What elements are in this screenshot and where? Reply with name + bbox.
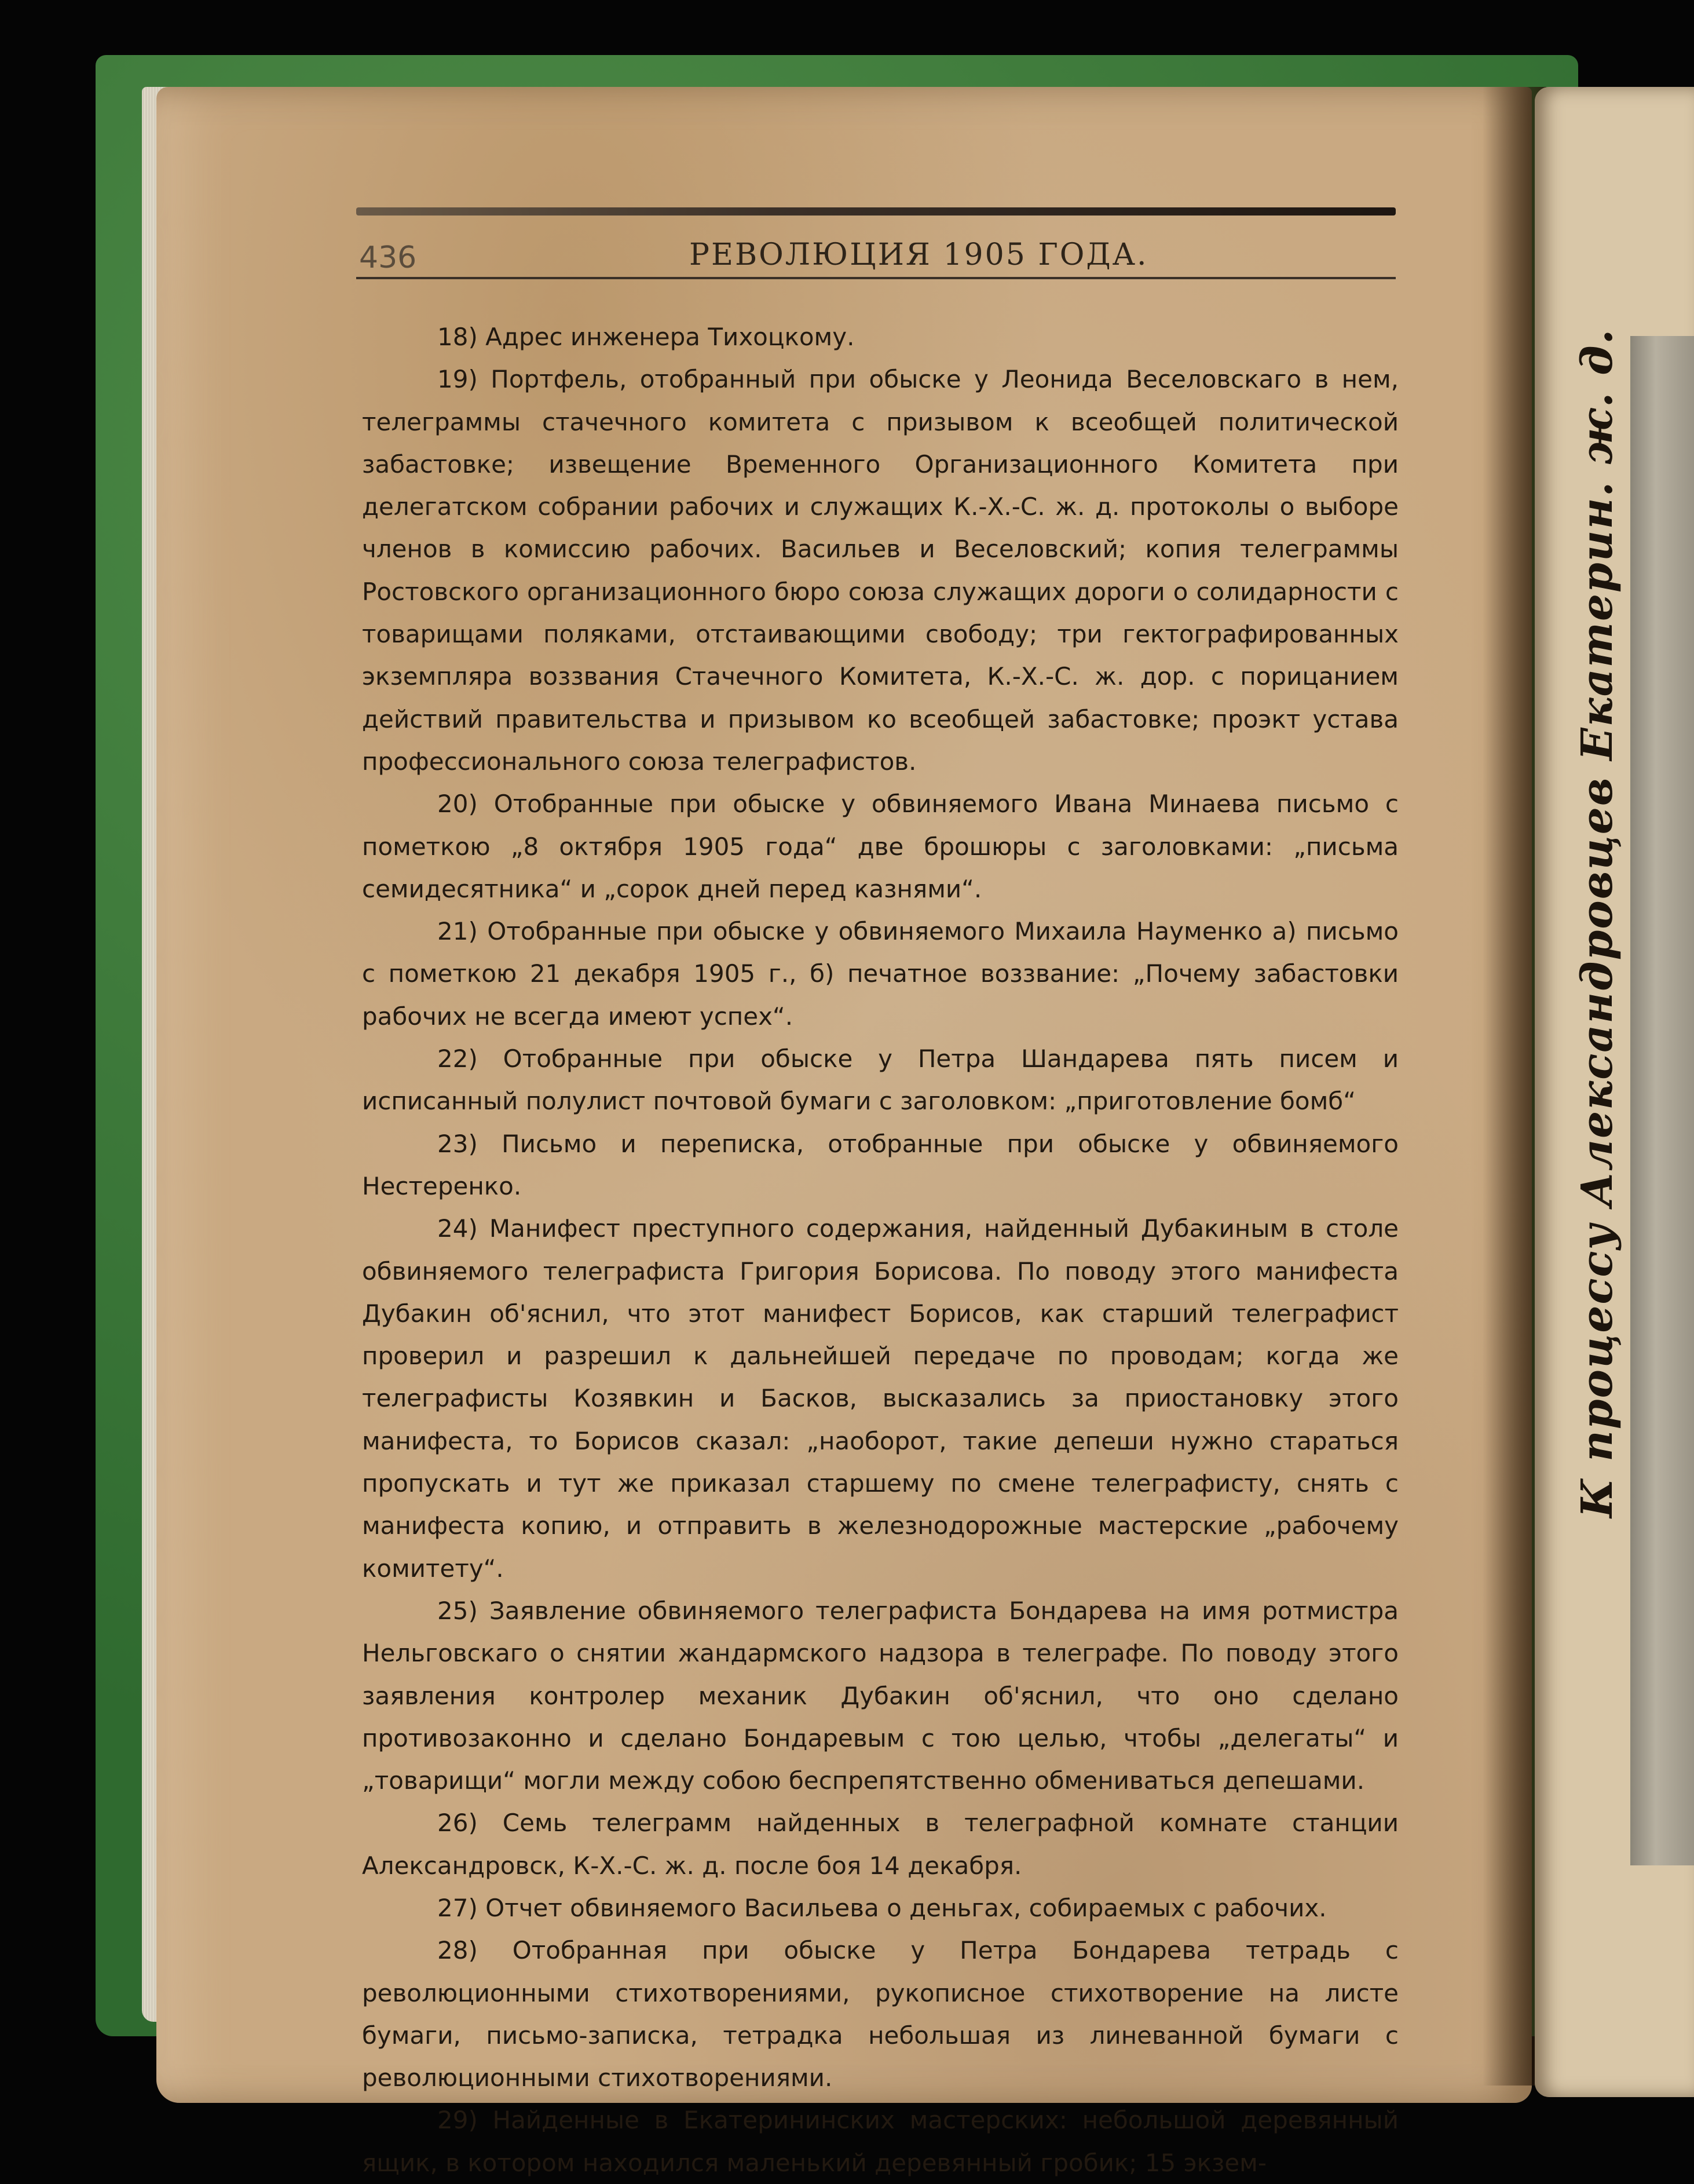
paragraph-23: 23) Письмо и переписка, отобранные при обыске у обвиняемого Нестеренко. (362, 1129, 1399, 1200)
paragraph-27: 27) Отчет обвиняемого Васильева о деньгах, собираемых с рабочих. (437, 1893, 1327, 1922)
paragraph-29: 29) Найденные в Екатерининских мастерских: небольшой деревянный ящик, в котором находился маленький деревянный гробик; 15 экзем- (362, 2106, 1399, 2177)
running-title: РЕВОЛЮЦИЯ 1905 ГОДА. (689, 238, 1148, 272)
paragraph-22: 22) Отобранные при обыске у Петра Шандарева пять писем и исписанный полулист почтовой бумаги с заголовком: „приготовление бомб“ (362, 1044, 1399, 1116)
page-number: 436 (359, 240, 417, 275)
facing-page-caption: К процессу Александровцев Екатерин. ж. д. (1572, 328, 1622, 1518)
header-rule-top (356, 207, 1396, 216)
paragraph-18: 18) Адрес инженера Тихоцкому. (437, 323, 855, 351)
page-body (362, 316, 1399, 2184)
paragraph-20: 20) Отобранные при обыске у обвиняемого Ивана Минаева письмо с пометкою „8 октября 1905 года“ две брошюры с заголовками: „письма семидесятника“ и „сорок дней перед казнями“. (362, 790, 1399, 903)
paragraph-19: 19) Портфель, отобранный при обыске у Леонида Веселовскаго в нем, телеграммы стачечного комитета с призывом к всеобщей политической забастовке; извещение Временного Организационного Комитета при делегатском собрании рабочих и служащих К.-Х.-С. ж. д. протоколы о выборе членов в комиссию рабочих. Васильев и Веселовский; копия телеграммы Ростовского организационного бюро союза служащих дороги о солидарности с товарищами поляками, отстаивающими свободу; три гектографированных экземпляра воззвания Стачечного Комитета, К.-Х.-С. ж. дор. с порицанием действий правительства и призывом ко всеобщей забастовке; проэкт устава профессионального союза телеграфистов. (362, 365, 1399, 776)
header-rule-bottom (356, 277, 1396, 279)
paragraph-28: 28) Отобранная при обыске у Петра Бондарева тетрадь с революционными стихотворениями, рукописное стихотворение на листе бумаги, письмо-записка, тетрадка небольшая из линеванной бумаги с революционными стихотворениями. (362, 1936, 1399, 2092)
paragraph-24: 24) Манифест преступного содержания, найденный Дубакиным в столе обвиняемого телеграфиста Григория Борисова. По поводу этого манифеста Дубакин об'яснил, что этот манифест Борисов, как старший телеграфист проверил и разрешил к дальнейшей передаче по проводам; когда же телеграфисты Козявкин и Басков, высказались за приостановку этого манифеста, то Борисов сказал: „наоборот, такие депеши нужно стараться пропускать и тут же приказал старшему по смене телеграфисту, снять с манифеста копию, и отправить в железнодорожные мастерские „рабочему комитету“. (362, 1214, 1399, 1583)
facing-page-photo (1630, 336, 1694, 1865)
paragraph-21: 21) Отобранные при обыске у обвиняемого Михаила Науменко а) письмо с пометкою 21 декабря 1905 г., б) печатное воззвание: „Почему забастовки рабочих не всегда имеют успех“. (362, 917, 1399, 1031)
paragraph-26: 26) Семь телеграмм найденных в телеграфной комнате станции Александровск, К-Х.-С. ж. д. после боя 14 декабря. (362, 1809, 1399, 1880)
paragraph-25: 25) Заявление обвиняемого телеграфиста Бондарева на имя ротмистра Нельговскаго о снятии жандармского надзора в телеграфе. По поводу этого заявления контролер механик Дубакин об'яснил, что оно сделано противозаконно и сделано Бондаревым с тою целью, чтобы „делегаты“ и „товарищи“ могли между собою беспрепятственно обмениваться депешами. (362, 1596, 1399, 1795)
